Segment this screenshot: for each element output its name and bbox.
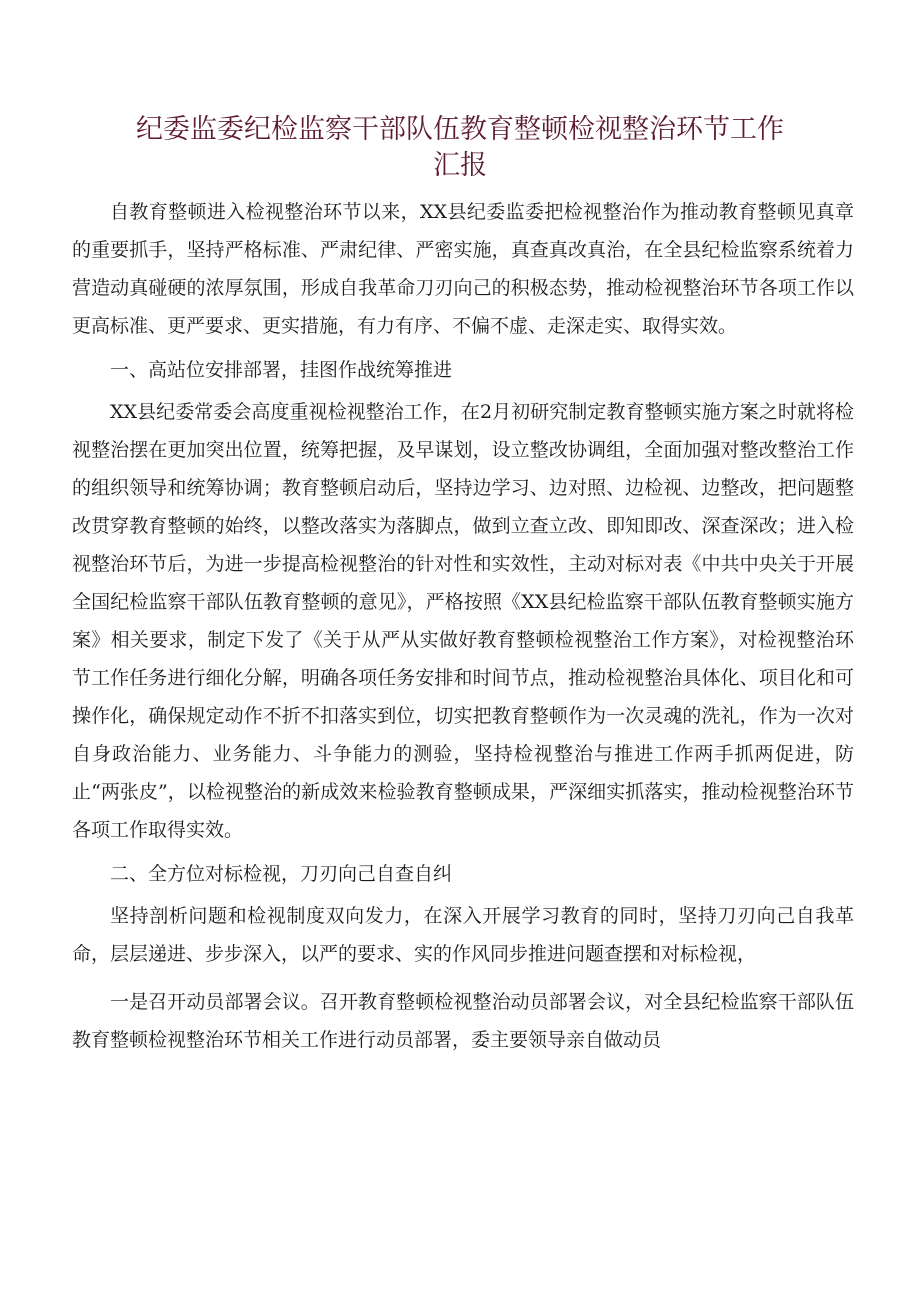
section-1-heading: 一、高站位安排部署，挂图作战统筹推进 xyxy=(110,359,453,381)
title-line-1: 纪委监委纪检监察干部队伍教育整顿检视整治环节工作 xyxy=(136,114,784,145)
document-title xyxy=(70,112,850,184)
section-2-item-1: 一是召开动员部署会议。召开教育整顿检视整治动员部署会议，对全县纪检监察干部队伍教育整顿检视整治环节相关工作进行动员部署，委主要领导亲自做动员 xyxy=(72,991,854,1051)
document-body xyxy=(72,193,854,1059)
section-1-paragraph: XX县纪委常委会高度重视检视整治工作，在2月初研究制定教育整顿实施方案之时就将检视整治摆在更加突出位置，统筹把握，及早谋划，设立整改协调组，全面加强对整改整治工作的组织领导和统筹协调；教育整顿启动后，坚持边学习、边对照、边检视、边整改，把问题整改贯穿教育整顿的始终，以整改落实为落脚点，做到立查立改、即知即改、深查深改；进入检视整治环节后，为进一步提高检视整治的针对性和实效性，主动对标对表《中共中央关于开展全国纪检监察干部队伍教育整顿的意见》，严格按照《XX县纪检监察干部队伍教育整顿实施方案》相关要求，制定下发了《关于从严从实做好教育整顿检视整治工作方案》，对检视整治环节工作任务进行细化分解，明确各项任务安排和时间节点，推动检视整治具体化、项目化和可操作化，确保规定动作不折不扣落实到位，切实把教育整顿作为一次灵魂的洗礼，作为一次对自身政治能力、业务能力、斗争能力的测验，坚持检视整治与推进工作两手抓两促进，防止“两张皮”，以检视整治的新成效来检验教育整顿成果，严深细实抓落实，推动检视整治环节各项工作取得实效。 xyxy=(72,401,854,841)
intro-paragraph: 自教育整顿进入检视整治环节以来，XX县纪委监委把检视整治作为推动教育整顿见真章的重要抓手，坚持严格标准、严肃纪律、严密实施，真查真改真治，在全县纪检监察系统着力营造动真碰硬的浓厚氛围，形成自我革命刀刃向己的积极态势，推动检视整治环节各项工作以更高标准、更严要求、更实措施，有力有序、不偏不虚、走深走实、取得实效。 xyxy=(72,201,854,337)
section-2-heading: 二、全方位对标检视，刀刃向己自查自纠 xyxy=(110,863,453,885)
section-2-paragraph: 坚持剖析问题和检视制度双向发力，在深入开展学习教育的同时，坚持刀刃向己自我革命，层层递进、步步深入，以严的要求、实的作风同步推进问题查摆和对标检视， xyxy=(72,905,854,965)
title-line-2: 汇报 xyxy=(433,150,487,181)
paragraph-gap xyxy=(72,973,854,983)
